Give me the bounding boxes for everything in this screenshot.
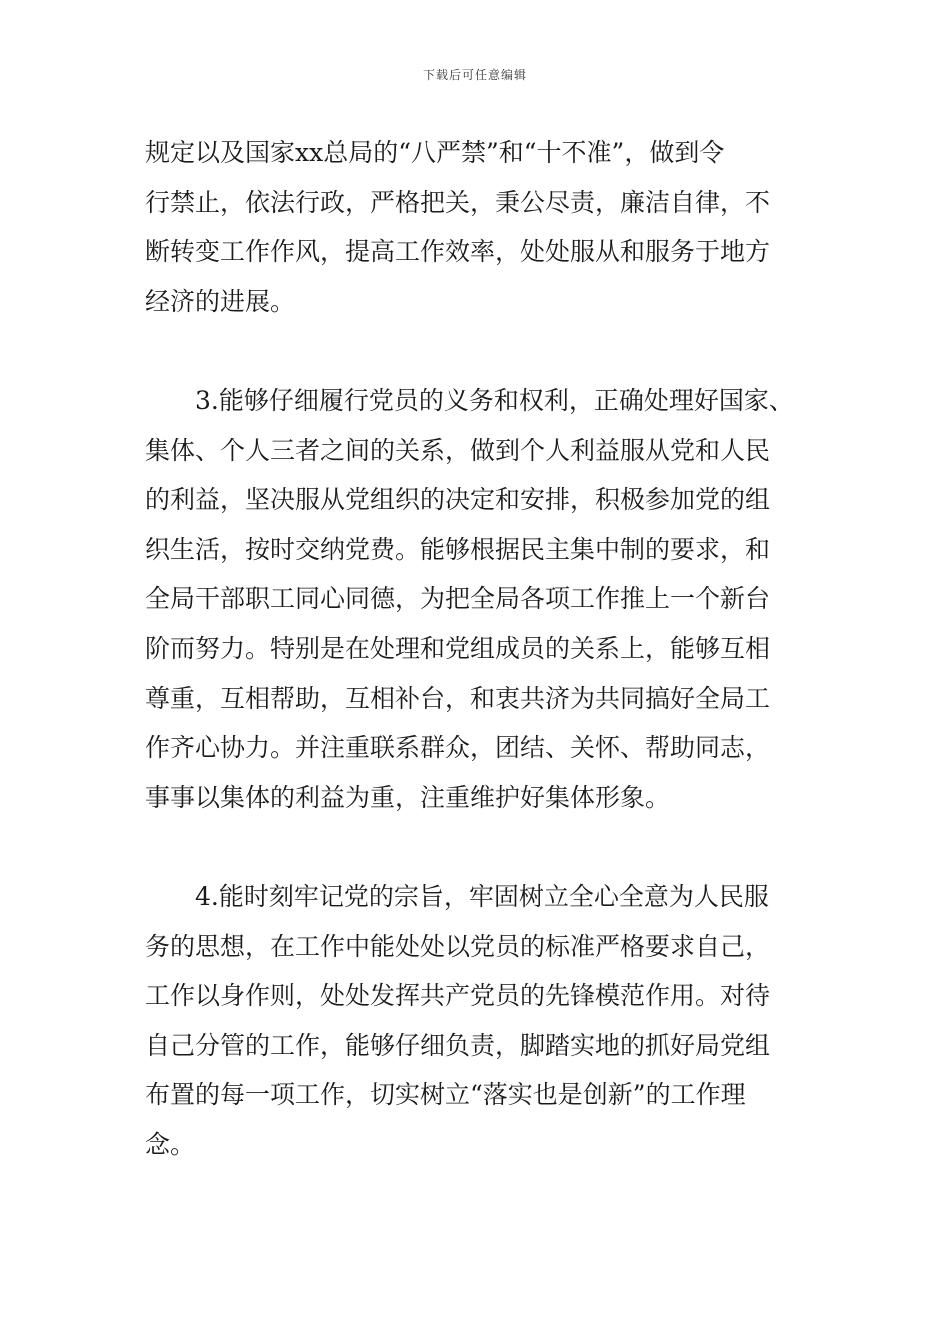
text-line: 行禁止，依法行政，严格把关，秉公尽责，廉洁自律，不 [145,187,771,217]
text-line: 经济的进展。 [145,286,296,316]
text-line: 规定以及国家xx总局的“八严禁”和“十不准”，做到令 [145,138,725,167]
page-header: 下载后可任意编辑 [422,68,527,82]
text-line: 事事以集体的利益为重，注重维护好集体形象。 [145,782,671,812]
text-line: 3.能够仔细履行党员的义务和权利，正确处理好国家、 [195,385,794,415]
text-line: 作齐心协力。并注重联系群众，团结、关怀、帮助同志， [145,733,771,763]
text-line: 布置的每一项工作，切实树立“落实也是创新”的工作理 [145,1080,746,1110]
text-line: 自己分管的工作，能够仔细负责，脚踏实地的抓好局党组 [145,1030,771,1060]
text-line: 的利益，坚决服从党组织的决定和安排，积极参加党的组 [145,485,771,515]
text-line: 工作以身作则，处处发挥共产党员的先锋模范作用。对待 [145,981,771,1011]
text-line: 阶而努力。特别是在处理和党组成员的关系上，能够互相 [145,633,771,663]
text-line: 全局干部职工同心同德，为把全局各项工作推上一个新台 [145,584,771,614]
text-line: 念。 [145,1129,196,1159]
paragraph-gap [145,822,810,872]
text-line: 集体、个人三者之间的关系，做到个人利益服从党和人民 [145,435,771,465]
paragraph-item-4 [145,872,810,1170]
text-line: 断转变工作作风，提高工作效率，处处服从和服务于地方 [145,237,771,267]
document-body [145,128,810,1169]
text-line: 4.能时刻牢记党的宗旨，牢固树立全心全意为人民服 [195,881,769,911]
text-line: 尊重，互相帮助，互相补台，和衷共济为共同搞好全局工 [145,683,771,713]
text-line: 务的思想，在工作中能处处以党员的标准严格要求自己， [145,931,771,961]
paragraph-gap [145,326,810,376]
paragraph-item-3 [145,376,810,822]
paragraph-continuation [145,128,810,326]
text-line: 织生活，按时交纳党费。能够根据民主集中制的要求，和 [145,534,771,564]
